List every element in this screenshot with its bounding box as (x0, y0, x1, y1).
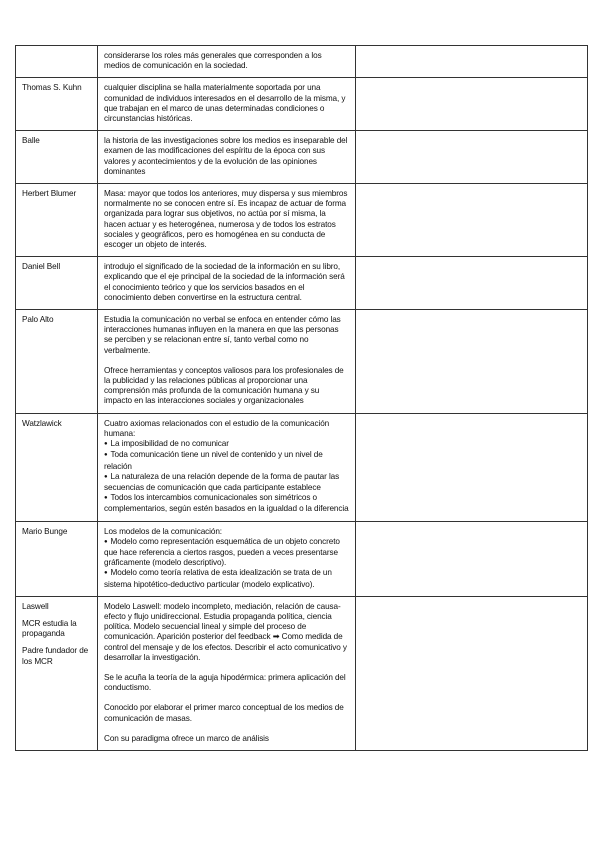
table-row (16, 46, 588, 78)
empty-cell (356, 184, 588, 257)
author-cell (16, 78, 98, 131)
table-row (16, 78, 588, 131)
author-name: Palo Alto (22, 315, 54, 325)
author-name: Laswell (22, 601, 49, 611)
author-cell (16, 521, 98, 596)
empty-cell (356, 131, 588, 184)
description-cell (98, 46, 356, 78)
table-row (16, 131, 588, 184)
empty-cell (356, 78, 588, 131)
bullet-list (104, 439, 349, 514)
bullet-list (104, 537, 349, 590)
bullet-item: ● La naturaleza de una relación depende de la forma de pautar las secuencias de comunicación que cada participante establece (104, 472, 349, 493)
table-row (16, 310, 588, 414)
bullet-item: ● Modelo como representación esquemática de un objeto concreto que hace referencia a ciertos rasgos, pueden a veces presentarse gráficamente (modelo descriptivo). (104, 537, 349, 569)
table-body (16, 46, 588, 751)
table-row (16, 184, 588, 257)
author-name: Mario Bunge (22, 526, 68, 536)
author-name: Padre fundador de los MCR (22, 646, 89, 666)
description-paragraph: la historia de las investigaciones sobre los medios es inseparable del examen de las modificaciones del espíritu de la época con sus valores y acontecimientos y de la evolución de las opiniones dominantes (104, 136, 348, 176)
author-name: MCR estudia la propaganda (22, 618, 77, 639)
description-paragraph: Con su paradigma ofrece un marco de análisis (104, 733, 269, 743)
description-paragraph: Se le acuña la teoría de la aguja hipodérmica: primera aplicación del conductismo. (104, 672, 346, 693)
authors-table (15, 45, 588, 751)
empty-cell (356, 257, 588, 310)
empty-cell (356, 310, 588, 414)
author-cell (16, 257, 98, 310)
description-paragraph: Masa: mayor que todos los anteriores, muy dispersa y sus miembros normalmente no se conocen entre sí. Es incapaz de actuar de forma organizada para lograr sus objetivos, no actúa por sí misma, la hacen actuar y es heterogénea, numerosa y de todos los estratos sociales y geográficos, pero es homogénea en su conducta de escoger un objeto de interés. (104, 189, 348, 250)
description-paragraph: cualquier disciplina se halla materialmente soportada por una comunidad de individuos interesados en el desarrollo de la misma, y que trabajan en el marco de unas determinadas condiciones o circunstancias históricas. (104, 83, 346, 124)
bullet-item: ● La imposibilidad de no comunicar (104, 439, 349, 450)
description-cell (98, 413, 356, 521)
description-cell (98, 596, 356, 750)
bullet-item: ● Modelo como teoría relativa de esta idealización se trata de un sistema hipotético-deductivo particular (modelo explicativo). (104, 568, 349, 589)
bullet-item: ● Todos los intercambios comunicacionales son simétricos o complementarios, según estén basados en la igualdad o la diferencia (104, 493, 349, 514)
bullet-item: ● Toda comunicación tiene un nivel de contenido y un nivel de relación (104, 450, 349, 471)
author-name: Herbert Blumer (22, 189, 77, 199)
table-row (16, 521, 588, 596)
empty-cell (356, 46, 588, 78)
description-cell (98, 184, 356, 257)
table-row (16, 257, 588, 310)
empty-cell (356, 596, 588, 750)
empty-cell (356, 413, 588, 521)
description-paragraph: introdujo el significado de la sociedad de la información en su libro, explicando que el eje principal de la sociedad de la información será el conocimiento teórico y que los servicios basados en el conocimiento deben convertirse en la estructura central. (104, 262, 345, 302)
description-intro: Cuatro axiomas relacionados con el estudio de la comunicación humana: (104, 418, 330, 438)
author-name: Watzlawick (22, 418, 62, 428)
author-name: Daniel Bell (22, 262, 61, 272)
description-paragraph: Ofrece herramientas y conceptos valiosos para los profesionales de la publicidad y las relaciones públicas al proporcionar una comprensión más profunda de la comunicación humana y su impacto en las interacciones sociales y organizacionales (104, 365, 344, 406)
empty-cell (356, 521, 588, 596)
description-cell (98, 78, 356, 131)
author-cell (16, 131, 98, 184)
author-cell (16, 184, 98, 257)
description-cell (98, 310, 356, 414)
description-cell (98, 131, 356, 184)
author-cell (16, 596, 98, 750)
description-intro: Los modelos de la comunicación: (104, 526, 222, 536)
description-paragraph: Conocido por elaborar el primer marco conceptual de los medios de comunicación de masas. (104, 703, 344, 723)
author-name: Thomas S. Kuhn (22, 83, 82, 93)
author-cell (16, 413, 98, 521)
table-row (16, 413, 588, 521)
author-cell (16, 46, 98, 78)
description-cell (98, 521, 356, 596)
table-row (16, 596, 588, 750)
author-name: Balle (22, 136, 40, 146)
author-cell (16, 310, 98, 414)
description-paragraph: considerarse los roles más generales que corresponden a los medios de comunicación en la sociedad. (104, 51, 322, 71)
description-paragraph: Estudia la comunicación no verbal se enfoca en entender cómo las interacciones humanas influyen en la manera en que las personas se perciben y se relacionan entre sí, tanto verbal como no verbalmente. (104, 315, 341, 355)
description-paragraph: Modelo Laswell: modelo incompleto, mediación, relación de causa-efecto y flujo unidireccional. Estudia propaganda política, ciencia política. Modelo secuencial lineal y simple del proceso de comunicación. Aparición posterior del feedback ➡ Como medida de control del mensaje y de los efectos. Describir el acto comunicativo y desarrollar la investigación. (104, 601, 347, 662)
description-cell (98, 257, 356, 310)
